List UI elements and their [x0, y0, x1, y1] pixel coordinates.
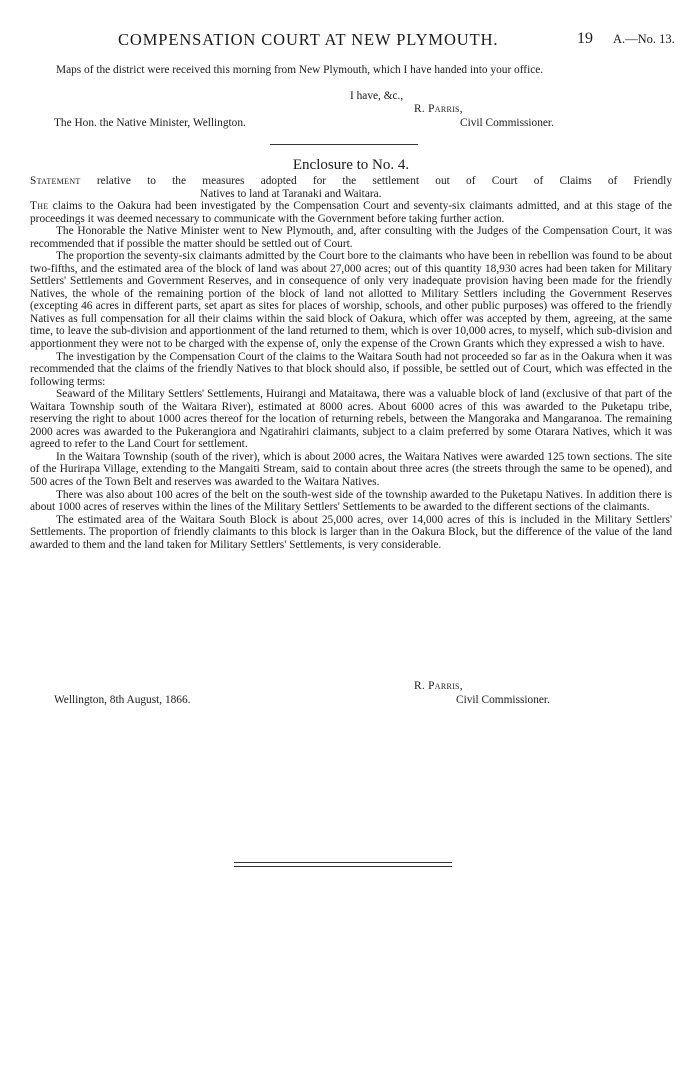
statement-lead: Statement	[30, 175, 81, 187]
enclosure-place-date: Wellington, 8th August, 1866.	[54, 694, 191, 706]
paragraph-2: The Honorable the Native Minister went to New Plymouth, and, after consulting with the Judges of the Compensation Court, it was recommended that if possible the matter should be settled out of Court.	[30, 225, 672, 250]
paragraph-1-text: claims to the Oakura had been investigated by the Compensation Court and seventy-six claimants admitted, and at this stage of the proceedings it was deemed necessary to communicate with the Government before taking further action.	[30, 200, 672, 225]
letter-closing-row	[30, 90, 672, 103]
letter-signer-name: R. Parris,	[414, 103, 463, 115]
letter-addressee: The Hon. the Native Minister, Wellington.	[54, 117, 246, 129]
enclosure-signer-title: Civil Commissioner.	[456, 694, 550, 706]
paragraph-7: There was also about 100 acres of the belt on the south-west side of the township awarded to the Puketapu Natives. In addition there is about 1000 acres of reserves within the lines of the Military Settlers' Settlements to be awarded to the different sections of the claimants.	[30, 488, 672, 514]
statement-line-1	[30, 175, 672, 188]
paragraph-5: Seaward of the Military Settlers' Settlements, Huirangi and Mataitawa, there was a valuable block of land (exclusive of that part of the Waitara Township south of the Waitara River), estimated at 8000 acres. About 6000 acres of this was awarded to the Puketapu tribe, reserving the right to about 1000 acres thereof for the location of returning rebels, between the Mangoraka and Mangaranoa. The remaining 2000 acres was awarded to the Pukerangiora and Ngatirahiri claimants, subject to a claim preferred by some Otarara Natives, which it was agreed to refer to the Land Court for settlement.	[30, 388, 672, 451]
enclosure-signer-name: R. Parris,	[414, 680, 463, 692]
statement-line-1-text: relative to the measures adopted for the settlement out of Court of Claims of Friendly	[96, 175, 672, 187]
letter-paragraph: Maps of the district were received this morning from New Plymouth, which I have handed into your office.	[56, 64, 544, 76]
closing-rule-top	[234, 862, 452, 863]
letter-closing: I have, &c.,	[350, 90, 404, 102]
page-header	[30, 30, 676, 52]
paragraph-6: In the Waitara Township (south of the river), which is about 2000 acres, the Waitara Natives were awarded 125 town sections. The site of the Hurirapa Village, extending to the Mangaiti Stream, said to contain about three acres (the streets through the same to be opened), and 500 acres of the Town Belt and reserves was awarded to the Waitara Natives.	[30, 450, 672, 489]
paragraph-1	[30, 200, 672, 225]
letter-body	[30, 64, 672, 77]
paragraph-1-lead: The	[30, 200, 49, 212]
enclosure-signer-row	[30, 680, 672, 693]
paragraph-8: The estimated area of the Waitara South Block is about 25,000 acres, over 14,000 acres of this is included in the Military Settlers' Settlements. The proportion of friendly claimants to this block is larger than in the Oakura Block, but the difference of the value of the land awarded to them and the land taken for Military Settlers' Settlements, is very considerable.	[30, 513, 672, 551]
running-title: COMPENSATION COURT AT NEW PLYMOUTH.	[118, 30, 499, 49]
paragraph-3: The proportion the seventy-six claimants admitted by the Court bore to the claimants who have been in rebellion was found to be about two-fifths, and the estimated area of the block of land was about 27,000 acres; out of this quantity 18,930 acres had been taken for Military Settlers' Settlements and Government Reserves, and in consequence of only very inadequate provision having been made for the friendly Natives, the whole of the remaining portion of the block of land not allotted to Military Settlers including the Government Reserves (excepting 46 acres in different parts, set apart as sites for places of worship, schools, and other public purposes) was offered to the friendly Natives as full compensation for all their claims within the said block of Oakura, which offer was accepted by them, agreeing, at the same time, to leave the sub-division and apportionment of the land returned to them, which is over 10,000 acres, to myself, which sub-division and apportionment they were not to be charged with the expense of, only the expense of the Crown Grants which they expressed a wish to have.	[30, 250, 672, 351]
enclosure-heading: Enclosure to No. 4.	[292, 157, 410, 173]
statement-heading	[30, 175, 672, 200]
enclosure-date-row	[30, 694, 672, 707]
page-number: 19	[577, 30, 593, 47]
paragraph-4: The investigation by the Compensation Court of the claims to the Waitara South had not proceeded so far as in the Oakura when it was recommended that the claims of the friendly Natives to that block should also, if possible, be settled out of Court, which was effected in the following terms:	[30, 350, 672, 388]
letter-address-row	[30, 117, 672, 130]
letter-signer-title: Civil Commissioner.	[460, 117, 554, 129]
closing-rule-bottom	[234, 866, 452, 867]
letter-signer-row	[30, 103, 672, 116]
enclosure-body	[30, 200, 672, 551]
statement-line-2: Natives to land at Taranaki and Waitara.	[200, 187, 382, 200]
document-reference: A.—No. 13.	[613, 32, 675, 46]
section-divider	[270, 144, 418, 145]
